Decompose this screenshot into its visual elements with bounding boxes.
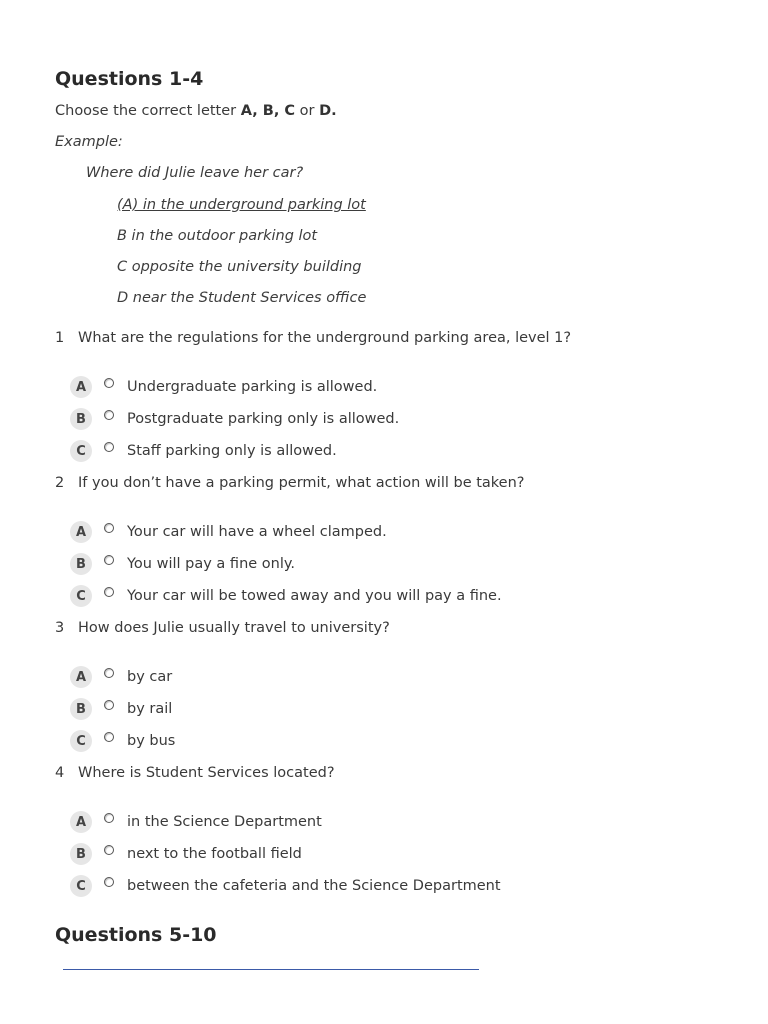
- option-text[interactable]: in the Science Department: [127, 814, 322, 830]
- question-3: [55, 618, 390, 638]
- question-4: [55, 763, 335, 783]
- question-2: [55, 473, 524, 493]
- section-divider: [63, 969, 479, 970]
- section-title-questions-1-4: Questions 1-4: [55, 68, 204, 90]
- option-letter-badge: B: [70, 553, 92, 575]
- question-3-option-a[interactable]: [70, 665, 172, 689]
- example-question: Where did Julie leave her car?: [86, 165, 304, 181]
- question-1-option-a[interactable]: [70, 375, 377, 399]
- option-letter-badge: B: [70, 843, 92, 865]
- question-2-option-b[interactable]: [70, 552, 295, 576]
- option-letter-badge: A: [70, 666, 92, 688]
- option-text[interactable]: Postgraduate parking only is allowed.: [127, 411, 400, 427]
- question-2-option-a[interactable]: [70, 520, 387, 544]
- example-option-a-correct: (A) in the underground parking lot: [117, 197, 366, 213]
- radio-button[interactable]: [104, 732, 114, 742]
- example-label: Example:: [55, 134, 123, 150]
- question-4-option-b[interactable]: [70, 842, 302, 866]
- option-text[interactable]: by bus: [127, 733, 176, 749]
- question-4-option-c[interactable]: [70, 874, 501, 898]
- option-letter-badge: A: [70, 376, 92, 398]
- option-letter-badge: C: [70, 730, 92, 752]
- radio-button[interactable]: [104, 668, 114, 678]
- radio-button[interactable]: [104, 587, 114, 597]
- instruction-letters-abc: A, B, C: [240, 103, 296, 119]
- question-number: 2: [55, 475, 65, 491]
- option-text[interactable]: by rail: [127, 701, 173, 717]
- question-1-option-c[interactable]: [70, 439, 337, 463]
- radio-button[interactable]: [104, 523, 114, 533]
- radio-button[interactable]: [104, 877, 114, 887]
- section-title-questions-5-10: Questions 5-10: [55, 924, 217, 946]
- instruction-or: or: [295, 103, 320, 119]
- instruction-letter-d: D.: [319, 103, 337, 119]
- question-3-option-b[interactable]: [70, 697, 172, 721]
- example-option-d: D near the Student Services office: [117, 290, 367, 306]
- radio-button[interactable]: [104, 813, 114, 823]
- radio-button[interactable]: [104, 442, 114, 452]
- question-number: 1: [55, 330, 65, 346]
- option-letter-badge: A: [70, 521, 92, 543]
- radio-button[interactable]: [104, 700, 114, 710]
- option-text[interactable]: Staff parking only is allowed.: [127, 443, 337, 459]
- radio-button[interactable]: [104, 845, 114, 855]
- question-3-option-c[interactable]: [70, 729, 175, 753]
- example-option-c: C opposite the university building: [117, 259, 362, 275]
- question-1: [55, 328, 571, 348]
- option-text[interactable]: next to the football field: [127, 846, 302, 862]
- option-text[interactable]: Your car will have a wheel clamped.: [127, 524, 387, 540]
- option-letter-badge: B: [70, 698, 92, 720]
- instruction-text: [55, 101, 337, 121]
- radio-button[interactable]: [104, 410, 114, 420]
- example-option-b: B in the outdoor parking lot: [117, 228, 318, 244]
- question-2-option-c[interactable]: [70, 584, 502, 608]
- question-text: Where is Student Services located?: [78, 765, 335, 781]
- option-text[interactable]: You will pay a fine only.: [127, 556, 295, 572]
- option-letter-badge: A: [70, 811, 92, 833]
- question-4-option-a[interactable]: [70, 810, 322, 834]
- option-text[interactable]: Your car will be towed away and you will pay a fine.: [127, 588, 502, 604]
- radio-button[interactable]: [104, 555, 114, 565]
- question-text: If you don’t have a parking permit, what action will be taken?: [78, 475, 525, 491]
- option-letter-badge: C: [70, 585, 92, 607]
- instruction-prefix: Choose the correct letter: [55, 103, 241, 119]
- option-text[interactable]: by car: [127, 669, 173, 685]
- radio-button[interactable]: [104, 378, 114, 388]
- option-text[interactable]: Undergraduate parking is allowed.: [127, 379, 378, 395]
- question-text: What are the regulations for the underground parking area, level 1?: [78, 330, 572, 346]
- question-number: 4: [55, 765, 65, 781]
- option-text[interactable]: between the cafeteria and the Science Department: [127, 878, 501, 894]
- question-number: 3: [55, 620, 65, 636]
- option-letter-badge: C: [70, 440, 92, 462]
- question-1-option-b[interactable]: [70, 407, 399, 431]
- option-letter-badge: C: [70, 875, 92, 897]
- option-letter-badge: B: [70, 408, 92, 430]
- question-text: How does Julie usually travel to university?: [78, 620, 390, 636]
